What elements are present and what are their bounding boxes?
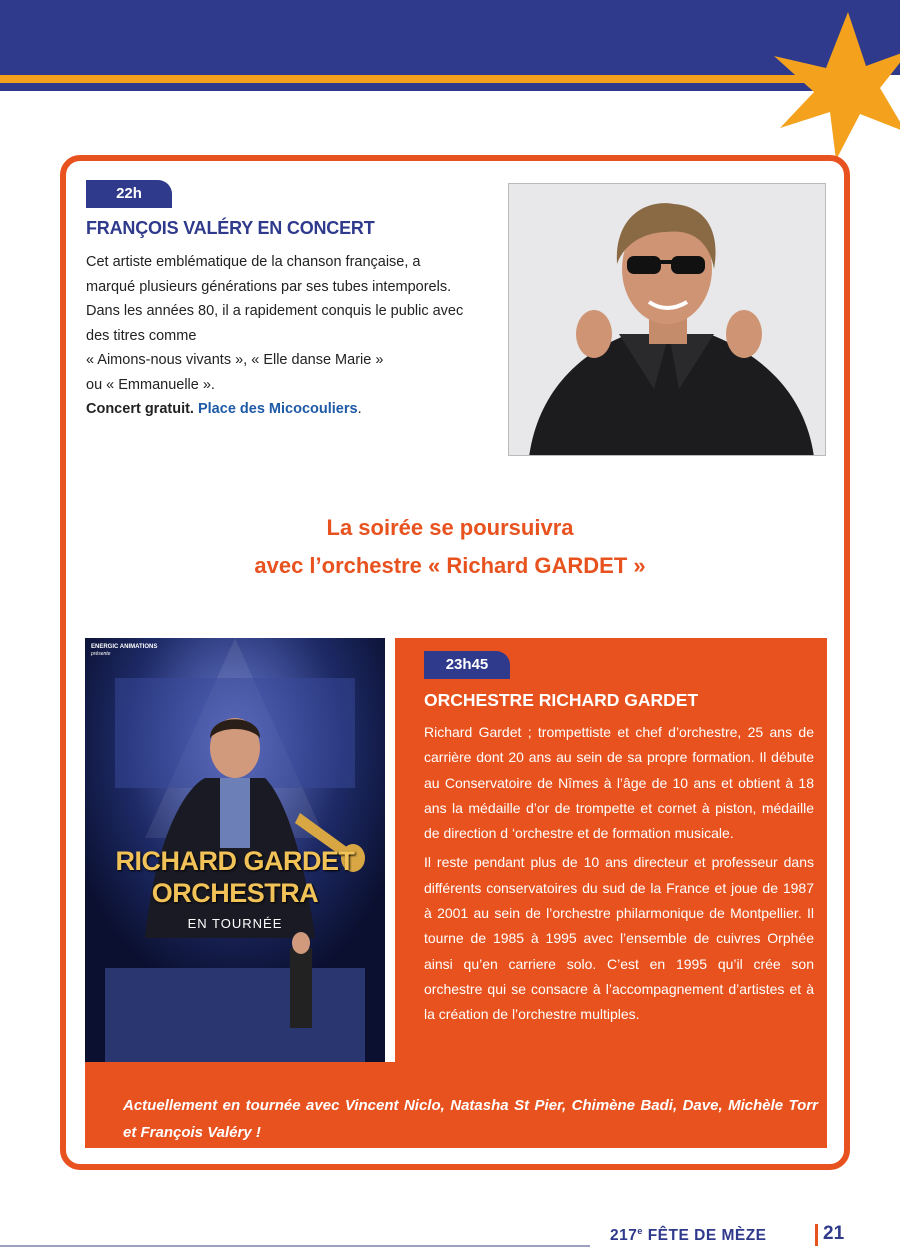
orchestra-title: ORCHESTRE RICHARD GARDET xyxy=(424,690,699,710)
star-icon xyxy=(760,10,900,160)
concert-title: FRANÇOIS VALÉRY EN CONCERT xyxy=(86,218,375,238)
concert-line: Cet artiste emblématique de la chanson française, a xyxy=(86,254,421,270)
header-stripe-blue xyxy=(0,83,840,91)
transition-line-2: avec l’orchestre « Richard GARDET » xyxy=(254,553,646,578)
footer-event xyxy=(610,1226,767,1245)
event-name: FÊTE DE MÈZE xyxy=(647,1227,767,1245)
orchestra-paragraph-2: Il reste pendant plus de 10 ans directeur et professeur dans différents conservatoires du sud de la France et joue de 1987 à 2001 au sein de l’orchestre philarmonique de Montpellier. Il tourne de 1985 à 1995 avec l’ensemble de cuivres Orphée ainsi qu’en carriere solo. C’est en 1995 qu’il crée son orchestre qui se consacre à l’accompagnement d’artistes et à la création de l’orchestre multiples. xyxy=(424,854,814,1023)
poster-presenter: ENERGIC ANIMATIONS xyxy=(91,644,158,650)
orchestra-description xyxy=(424,720,814,1032)
place-link[interactable]: Place des Micocouliers xyxy=(197,401,358,417)
time-badge-concert: 22h xyxy=(86,180,172,208)
panel-divider xyxy=(385,638,395,1062)
poster-tour: EN TOURNÉE xyxy=(187,916,283,931)
concert-info-line xyxy=(86,397,496,422)
artist-photo xyxy=(508,183,826,456)
orchestra-paragraph-1: Richard Gardet ; trompettiste et chef d’orchestre, 25 ans de carrière dont 20 ans au sein de sa propre formation. Il débute au Conservatoire de Nîmes à l’âge de 10 ans et obtient à 18 ans la médaille d’or de trompette et cornet à piston, médaille de direction d ‘orchestre et de formation musicale. xyxy=(424,724,814,842)
time-badge-orchestra: 23h45 xyxy=(424,651,510,679)
orchestra-poster xyxy=(85,638,385,1062)
poster-name-line-2: ORCHESTRA xyxy=(151,878,319,908)
page-number: 21 xyxy=(823,1223,845,1244)
concert-line: « Aimons-nous vivants », « Elle danse Marie » xyxy=(86,352,384,368)
footer-separator xyxy=(815,1224,818,1246)
footer-rule xyxy=(0,1245,590,1247)
poster-presenter-sub: présente xyxy=(91,651,111,657)
poster-name-line-1: RICHARD GARDET xyxy=(115,846,355,876)
transition-line-1: La soirée se poursuivra xyxy=(326,515,574,540)
edition-suffix: e xyxy=(637,1226,643,1236)
edition-number: 217 xyxy=(610,1227,638,1245)
concert-description xyxy=(86,250,496,422)
free-label: Concert gratuit. xyxy=(86,401,194,417)
place-end: . xyxy=(357,401,362,417)
tour-note: Actuellement en tournée avec Vincent Niclo, Natasha St Pier, Chimène Badi, Dave, Michèle Torr et François Valéry ! xyxy=(123,1097,818,1141)
header-stripe-yellow xyxy=(0,75,840,83)
concert-line: Dans les années 80, il a rapidement conquis le public avec xyxy=(86,303,464,319)
concert-line: ou « Emmanuelle ». xyxy=(86,376,215,393)
concert-line: des titres comme xyxy=(86,327,197,344)
concert-line: marqué plusieurs générations par ses tubes intemporels. xyxy=(86,278,452,295)
